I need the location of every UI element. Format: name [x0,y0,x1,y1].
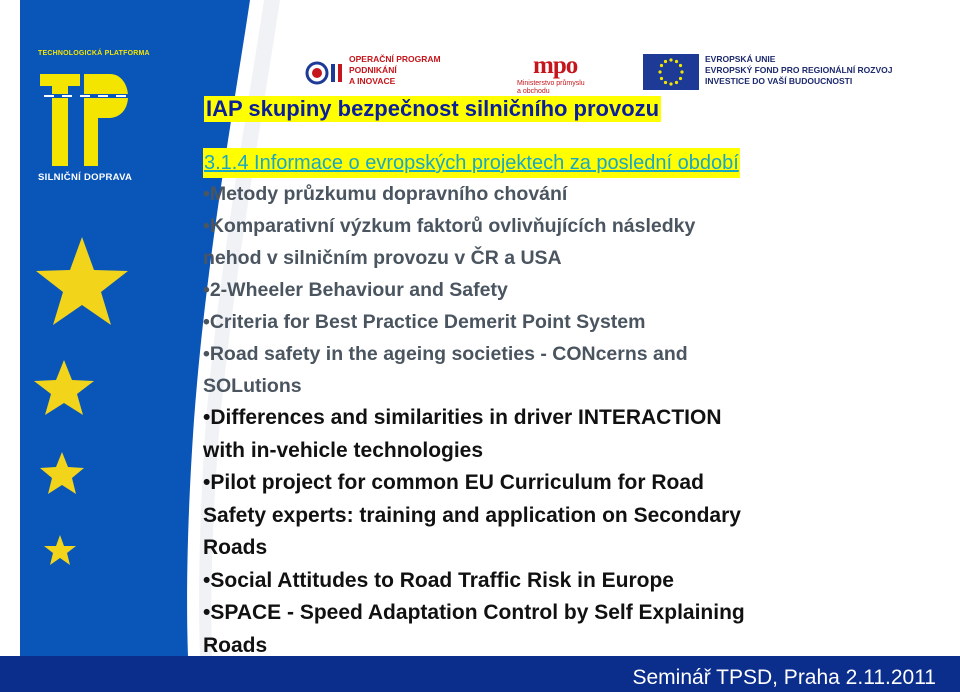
op-ring-icon [305,58,345,93]
list-item: • Criteria for Best Practice Demerit Point System [203,306,923,338]
slide-content [203,148,923,662]
footer-bar [0,656,960,692]
list-item: • Road safety in the ageing societies - CONcerns and [203,338,923,370]
platform-label: TECHNOLOGICKÁ PLATFORMA [38,50,150,57]
eu-line2: EVROPSKÝ FOND PRO REGIONÁLNÍ ROZVOJ [705,65,893,75]
list-item: SOLutions [203,375,302,397]
list-item: • Differences and similarities in driver INTERACTION [203,402,923,435]
mpo-mark: mpo [533,52,578,79]
doprava-label: SILNIČNÍ DOPRAVA [38,172,133,183]
subheading-link[interactable]: 3.1.4 Informace o evropských projektech za poslední období [203,148,740,178]
eu-line1: EVROPSKÁ UNIE [705,54,776,64]
eu-flag-icon [643,54,699,90]
list-item: Roads [203,536,268,559]
list-item: Safety experts: training and application on Secondary [203,503,741,527]
list-item: • 2-Wheeler Behaviour and Safety [203,274,923,306]
eu-line3: INVESTICE DO VAŠÍ BUDOUCNOSTI [705,76,853,86]
op-line3: A INOVACE [349,76,396,86]
list-item: • Pilot project for common EU Curriculum for Road [203,467,923,500]
mpo-line2: a obchodu [517,88,550,95]
list-item: • Komparativní výzkum faktorů ovlivňujících následky [203,210,923,242]
list-item: nehod v silničním provozu v ČR a USA [203,247,562,269]
grey-bullet-list [203,178,923,402]
black-bullet-list [203,402,923,662]
op-line1: OPERAČNÍ PROGRAM [349,54,441,64]
list-item: • Metody průzkumu dopravního chování [203,178,923,210]
tp-logo [40,66,140,171]
list-item: • SPACE - Speed Adaptation Control by Self Explaining [203,597,923,630]
footer-text: Seminář TPSD, Praha 2.11.2011 [632,666,936,689]
op-line2: PODNIKÁNÍ [349,65,397,75]
list-item: Roads [203,633,268,657]
list-item: with in-vehicle technologies [203,438,484,462]
list-item: • Social Attitudes to Road Traffic Risk in Europe [203,565,923,598]
mpo-line1: Ministerstvo průmyslu [517,80,585,87]
slide-title: IAP skupiny bezpečnost silničního provozu [206,96,660,121]
